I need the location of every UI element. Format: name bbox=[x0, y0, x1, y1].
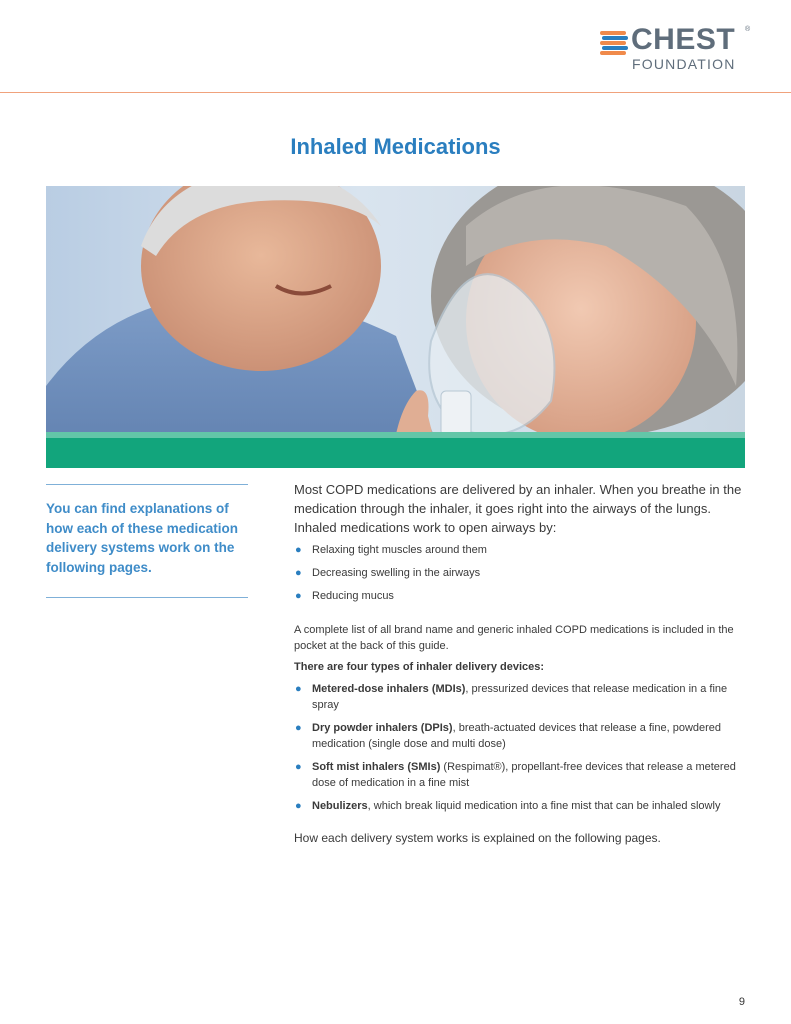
logo-stripe bbox=[600, 31, 626, 35]
device-types-heading: There are four types of inhaler delivery devices: bbox=[294, 661, 545, 673]
logo-subtitle: FOUNDATION bbox=[632, 56, 736, 72]
device-description: (Respimat®), propellant-free devices that release a metered dose of medication in a fine mist bbox=[312, 761, 736, 789]
airway-effects-list bbox=[294, 543, 746, 604]
logo-registered-mark: ® bbox=[745, 26, 751, 33]
bullet-icon: ● bbox=[295, 567, 302, 579]
list-item-text: Decreasing swelling in the airways bbox=[312, 567, 481, 579]
chest-foundation-logo bbox=[600, 23, 760, 76]
logo-stripes-icon bbox=[600, 31, 628, 55]
page-number: 9 bbox=[738, 996, 745, 1008]
list-item bbox=[294, 798, 746, 814]
bullet-icon: ● bbox=[295, 683, 302, 695]
page-title: Inhaled Medications bbox=[290, 134, 501, 159]
logo-wordmark: CHEST bbox=[631, 23, 736, 56]
bullet-icon: ● bbox=[295, 761, 302, 773]
list-item-text: Reducing mucus bbox=[312, 590, 394, 602]
sidebar-callout bbox=[46, 484, 248, 598]
logo-stripe bbox=[602, 36, 628, 40]
list-item-text: Relaxing tight muscles around them bbox=[312, 544, 487, 556]
device-term: Dry powder inhalers (DPIs) bbox=[312, 722, 453, 734]
hero-photo bbox=[46, 186, 745, 468]
bullet-icon: ● bbox=[295, 800, 302, 812]
device-types-list bbox=[294, 681, 746, 814]
logo-stripe bbox=[600, 41, 626, 45]
list-item bbox=[294, 759, 746, 791]
bullet-icon: ● bbox=[295, 544, 302, 556]
device-term: Nebulizers bbox=[312, 800, 368, 812]
list-item bbox=[294, 681, 746, 713]
logo-stripe bbox=[602, 46, 628, 50]
page-header bbox=[0, 0, 791, 93]
complete-list-paragraph: A complete list of all brand name and generic inhaled COPD medications is included in the pocket at the back of this guide. bbox=[294, 624, 734, 652]
list-item bbox=[294, 543, 746, 558]
bullet-icon: ● bbox=[295, 590, 302, 602]
device-description: , which break liquid medication into a fine mist that can be inhaled slowly bbox=[367, 800, 721, 812]
closing-paragraph: How each delivery system works is explained on the following pages. bbox=[294, 831, 661, 845]
device-term: Soft mist inhalers (SMIs) bbox=[312, 761, 441, 773]
device-description: , pressurized devices that release medication in a fine spray bbox=[312, 683, 728, 711]
callout-text: You can find explanations of how each of these medication delivery systems work on the following pages. bbox=[46, 501, 239, 575]
main-content bbox=[294, 480, 746, 847]
logo-stripe bbox=[600, 51, 626, 55]
device-description: , breath-actuated devices that release a fine, powdered medication (single dose and multi dose) bbox=[312, 722, 722, 750]
device-term: Metered-dose inhalers (MDIs) bbox=[312, 683, 466, 695]
couple-with-nebulizer-image bbox=[46, 186, 745, 468]
bullet-icon: ● bbox=[295, 722, 302, 734]
list-item bbox=[294, 566, 746, 581]
intro-paragraph: Most COPD medications are delivered by an inhaler. When you breathe in the medication through the inhaler, it goes right into the airways of the lungs. Inhaled medications work to open airways by: bbox=[294, 482, 742, 535]
list-item bbox=[294, 720, 746, 752]
list-item bbox=[294, 589, 746, 604]
